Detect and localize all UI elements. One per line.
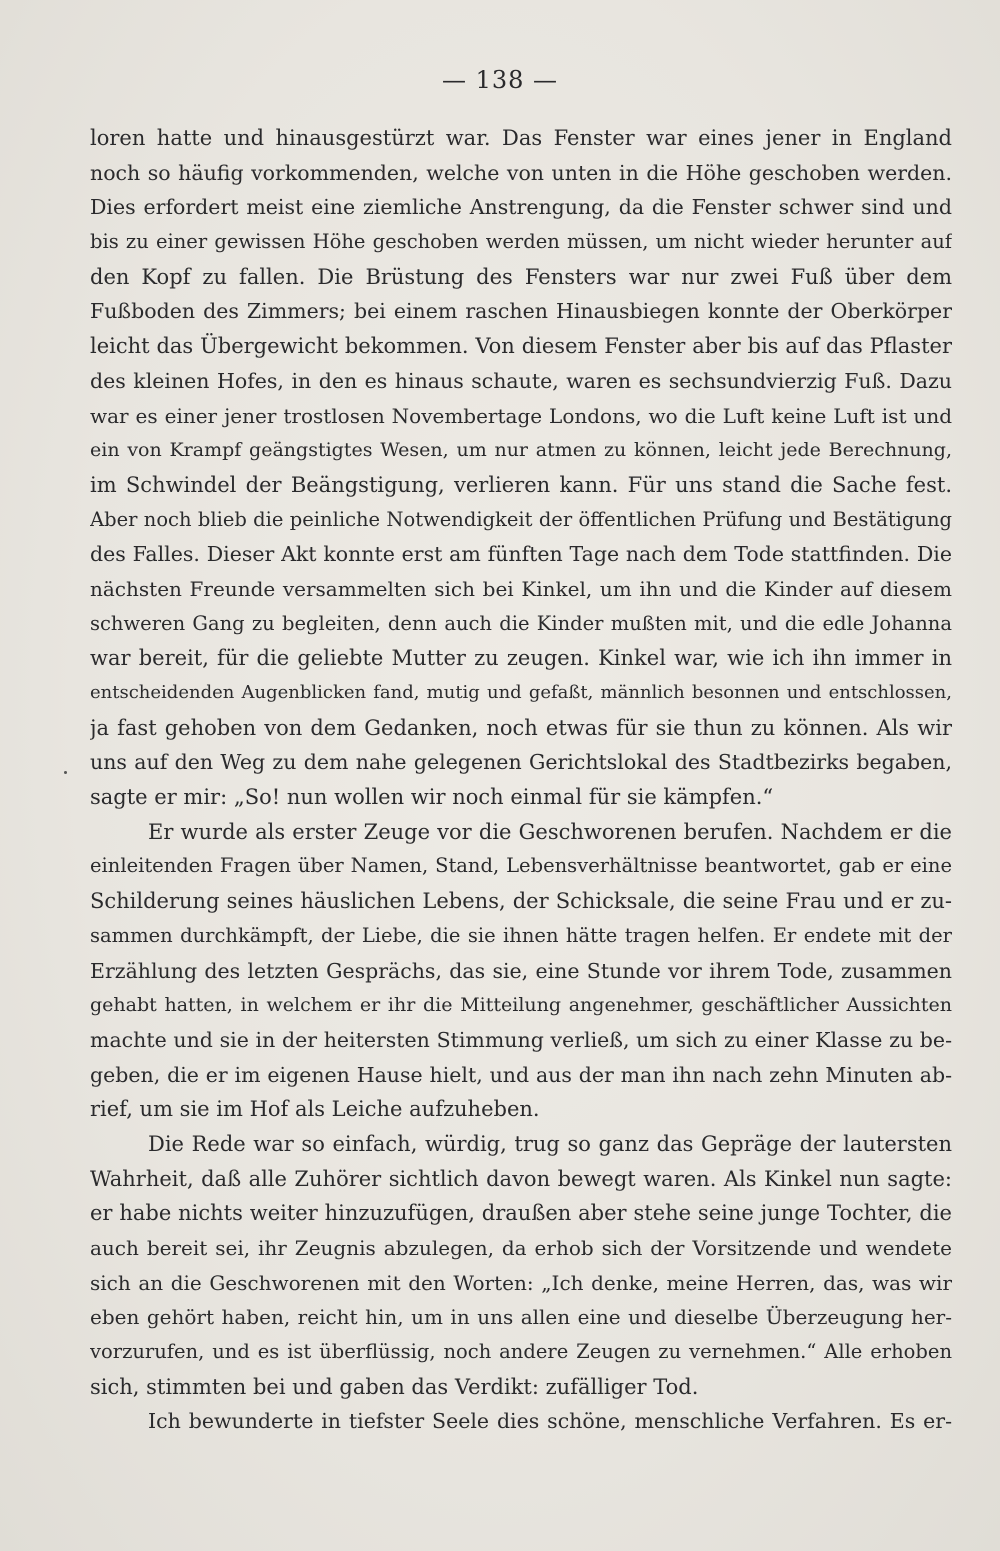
text-line: war es einer jener trostlosen Novembertage Londons, wo die Luft keine Luft ist und xyxy=(90,403,952,428)
text-line: noch so häufig vorkommenden, welche von unten in die Höhe geschoben werden. xyxy=(90,160,952,185)
text-line: sammen durchkämpft, der Liebe, die sie ihnen hätte tragen helfen. Er endete mit der xyxy=(90,923,952,947)
text-line: einleitenden Fragen über Namen, Stand, Lebensverhältnisse beantwortet, gab er eine xyxy=(90,854,952,878)
body-text xyxy=(90,121,952,1439)
page-number: — 138 — xyxy=(441,66,559,94)
text-line: Er wurde als erster Zeuge vor die Geschworenen berufen. Nachdem er die xyxy=(148,819,952,844)
text-line: Schilderung seines häuslichen Lebens, der Schicksale, die seine Frau und er zu- xyxy=(90,889,952,914)
text-line: er habe nichts weiter hinzuzufügen, draußen aber stehe seine junge Tochter, die xyxy=(90,1201,952,1226)
text-line: war bereit, für die geliebte Mutter zu zeugen. Kinkel war, wie ich ihn immer in xyxy=(90,646,952,671)
text-line: den Kopf zu fallen. Die Brüstung des Fensters war nur zwei Fuß über dem xyxy=(90,264,952,289)
text-line: Erzählung des letzten Gesprächs, das sie, eine Stunde vor ihrem Tode, zusammen xyxy=(90,958,952,983)
text-line: loren hatte und hinausgestürzt war. Das Fenster war eines jener in England xyxy=(90,126,952,150)
text-line: sich an die Geschworenen mit den Worten: „Ich denke, meine Herren, das, was wir xyxy=(90,1270,952,1295)
text-line: sagte er mir: „So! nun wollen wir noch einmal für sie kämpfen.“ xyxy=(90,785,774,810)
text-line: auch bereit sei, ihr Zeugnis abzulegen, da erhob sich der Vorsitzende und wendete xyxy=(90,1236,952,1260)
text-line: sich, stimmten bei und gaben das Verdikt: zufälliger Tod. xyxy=(90,1374,699,1399)
text-line: bis zu einer gewissen Höhe geschoben werden müssen, um nicht wieder herunter auf xyxy=(90,230,952,254)
text-line: im Schwindel der Beängstigung, verlieren kann. Für uns stand die Sache fest. xyxy=(90,472,952,497)
text-line: Ich bewunderte in tiefster Seele dies schöne, menschliche Verfahren. Es er- xyxy=(148,1409,952,1434)
text-line: machte und sie in der heitersten Stimmung verließ, um sich zu einer Klasse zu be- xyxy=(90,1027,952,1052)
text-line: schweren Gang zu begleiten, denn auch die Kinder mußten mit, und die edle Johanna xyxy=(90,611,952,635)
text-line: des kleinen Hofes, in den es hinaus schaute, waren es sechsundvierzig Fuß. Dazu xyxy=(90,368,952,393)
text-line: entscheidenden Augenblicken fand, mutig und gefaßt, männlich besonnen und entschlossen, xyxy=(90,682,952,703)
text-line: ein von Krampf geängstigtes Wesen, um nur atmen zu können, leicht jede Berechnung, xyxy=(90,439,952,462)
text-line: uns auf den Weg zu dem nahe gelegenen Gerichtslokal des Stadtbezirks begaben, xyxy=(90,750,952,775)
paper-speck xyxy=(64,771,67,774)
text-line: des Falles. Dieser Akt konnte erst am fünften Tage nach dem Tode stattfinden. Die xyxy=(90,542,952,567)
text-line: vorzurufen, und es ist überflüssig, noch andere Zeugen zu vernehmen.“ Alle erhoben xyxy=(90,1340,952,1364)
text-line: Dies erfordert meist eine ziemliche Anstrengung, da die Fenster schwer sind und xyxy=(90,195,952,220)
text-line: ja fast gehoben von dem Gedanken, noch etwas für sie thun zu können. Als wir xyxy=(90,715,952,740)
text-line: nächsten Freunde versammelten sich bei Kinkel, um ihn und die Kinder auf diesem xyxy=(90,576,952,601)
text-line: Fußboden des Zimmers; bei einem raschen Hinausbiegen konnte der Oberkörper xyxy=(90,299,952,324)
text-line: gehabt hatten, in welchem er ihr die Mitteilung angenehmer, geschäftlicher Aussichten xyxy=(90,994,952,1017)
text-line: Aber noch blieb die peinliche Notwendigkeit der öffentlichen Prüfung und Bestätigung xyxy=(90,507,952,531)
text-line: geben, die er im eigenen Hause hielt, und aus der man ihn nach zehn Minuten ab- xyxy=(90,1062,952,1087)
text-line: leicht das Übergewicht bekommen. Von diesem Fenster aber bis auf das Pflaster xyxy=(90,334,952,359)
text-line: Die Rede war so einfach, würdig, trug so ganz das Gepräge der lautersten xyxy=(148,1131,952,1156)
text-line: rief, um sie im Hof als Leiche aufzuheben. xyxy=(90,1097,540,1122)
text-line: Wahrheit, daß alle Zuhörer sichtlich davon bewegt waren. Als Kinkel nun sagte: xyxy=(90,1166,952,1191)
text-line: eben gehört haben, reicht hin, um in uns allen eine und dieselbe Überzeugung her- xyxy=(90,1305,952,1330)
